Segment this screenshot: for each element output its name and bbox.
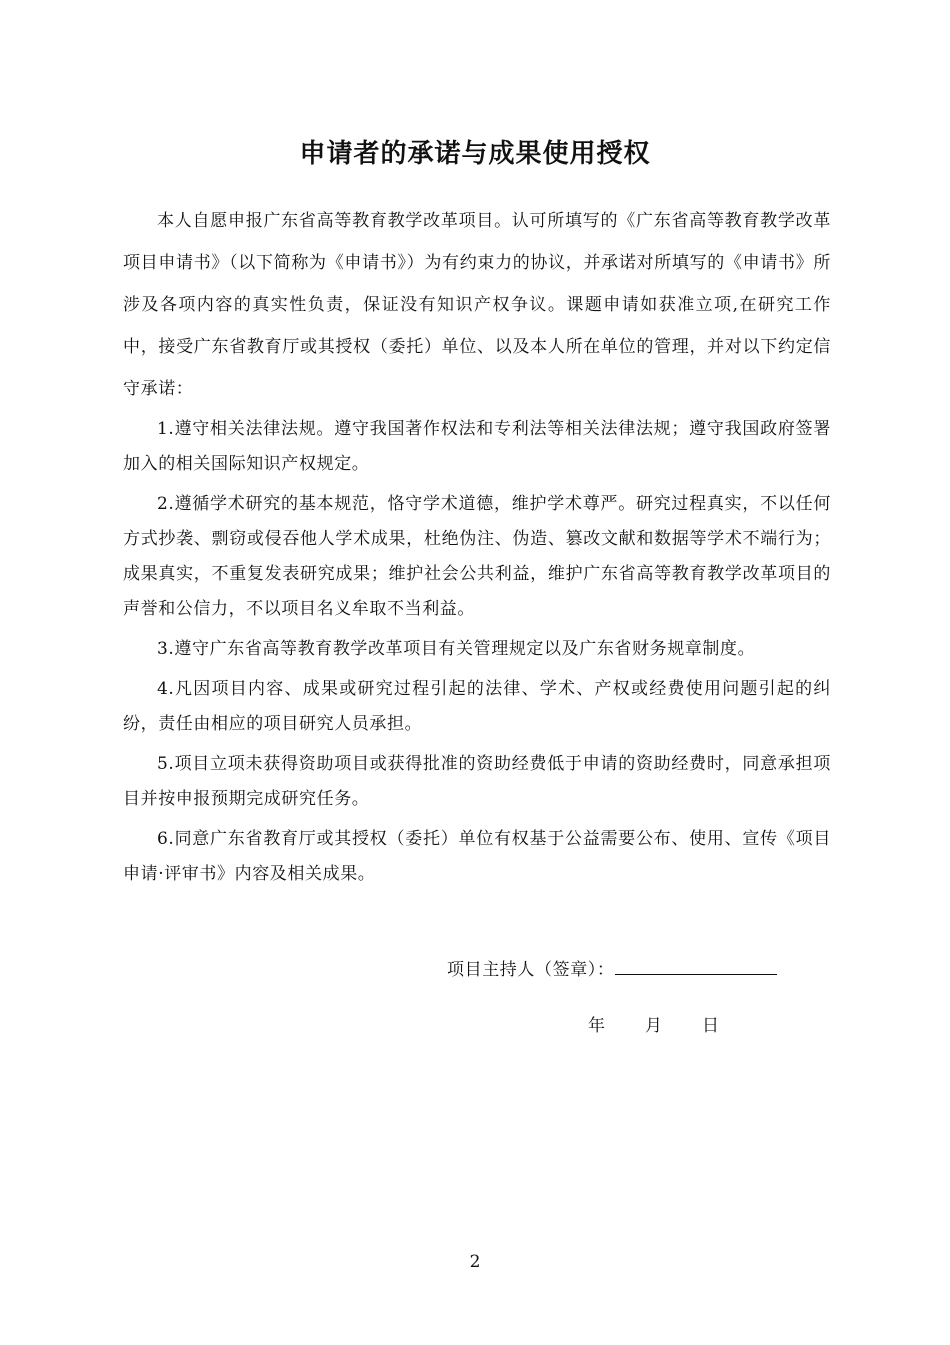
signature-line [447,954,777,985]
clause-item-3: 3.遵守广东省高等教育教学改革项目有关管理规定以及广东省财务规章制度。 [157,639,756,659]
page-title: 申请者的承诺与成果使用授权 [299,139,651,169]
clause-item-2: 2.遵循学术研究的基本规范，恪守学术道德，维护学术尊严。研究过程真实，不以任何方式抄袭、剽窃或侵吞他人学术成果，杜绝伪注、伪造、篡改文献和数据等学术不端行为；成果真实，不重复发表研究成果；维护社会公共利益，维护广东省高等教育教学改革项目的声誉和公信力，不以项目名义牟取不当利益。 [123,494,831,619]
page-number: 2 [469,1252,481,1272]
clause-list [123,410,831,892]
document-body [123,200,831,897]
date-year-label: 年 [588,1016,605,1036]
date-day-label: 日 [702,1016,719,1036]
signature-blank [615,954,777,975]
clause-item-6: 6.同意广东省教育厅或其授权（委托）单位有权基于公益需要公布、使用、宣传《项目申请·评审书》内容及相关成果。 [123,829,831,884]
date-line [588,1011,719,1041]
clause-item-4: 4.凡因项目内容、成果或研究过程引起的法律、学术、产权或经费使用问题引起的纠纷，责任由相应的项目研究人员承担。 [123,679,831,734]
clause-item-5: 5.项目立项未获得资助项目或获得批准的资助经费低于申请的资助经费时，同意承担项目并按申报预期完成研究任务。 [123,754,831,809]
intro-paragraph: 本人自愿申报广东省高等教育教学改革项目。认可所填写的《广东省高等教育教学改革项目申请书》（以下简称为《申请书》）为有约束力的协议，并承诺对所填写的《申请书》所涉及各项内容的真实性负责，保证没有知识产权争议。课题申请如获准立项,在研究工作中，接受广东省教育厅或其授权（委托）单位、以及本人所在单位的管理，并对以下约定信守承诺： [123,211,831,399]
signature-label: 项目主持人（签章）： [447,960,615,980]
date-month-label: 月 [645,1016,662,1036]
clause-item-1: 1.遵守相关法律法规。遵守我国著作权法和专利法等相关法律法规；遵守我国政府签署加入的相关国际知识产权规定。 [123,419,831,474]
